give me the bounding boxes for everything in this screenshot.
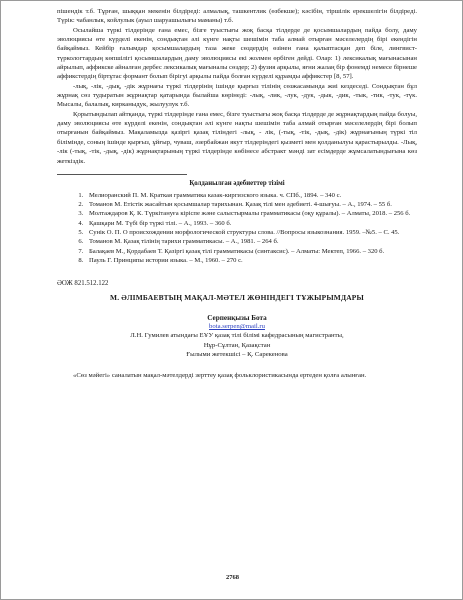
body-paragraph: пішендік т.б. Тұрған, шыққан мекенін білдіреді: алмалық, ташкентлик (өзбекше); кәсібін, тіршілік ерекшелігін білдіреді. Түрік: чабанлык, койлулык (ауыл шаруашылығы маманы) т.б.: [57, 8, 417, 25]
body-paragraph: Осылайша түркі тілдерінде ғана емес, бізге туыстығы жоқ басқа тілдерде де қосымшалардың пайда болу, даму эволюциясы өте күрделі екенін, сондықтан әлі күнге нақты шешімін таба алмай отырған мәселелердің бірі екендігін байқаймыз. Кейбір ғалымдар қосымшалардың таза жеке сөздердің өзінен ғана қалыптасқан деп біле, лингвист-түркологтардың көпшілігі қосымшалардың даму эволюциясы екі жолмен өрбіген дейді. Олар: 1) лексикалық мағынасынан айрылып, аффикске айналған дербес лексикалық мағыналы сөздер; 2) фузия арқылы, яғни жалаң бір фонемді немесе бірнеше аффикстердің біртұтас формант болып бірігуі арқылы пайда болған күрделі құрамды аффикстер [8, 57].: [57, 26, 417, 81]
reference-item: 5. Сунік О. П. О происхождении морфологической структуры слова. //Вопросы языкознания. 1959. –№5. – С. 45.: [85, 228, 417, 237]
author-name: Серпенқызы Бота: [207, 314, 267, 323]
reference-item: 3. Молтаждаров Қ. К. Түркітануға кіріспе және салыстырмалы грамматикасы (оқу құралы). – Алматы, 2018. – 256 б.: [85, 209, 417, 218]
reference-item: 4. Қашқари М. Түбі бір түркі тілі. – А., 1993. – 360 б.: [85, 219, 417, 228]
udc-code: ӘОЖ 821.512.122: [57, 280, 109, 288]
affiliation-line: Л.Н. Гумилев атындағы ЕҰУ қазақ тілі білімі кафедрасының магистранты,: [130, 332, 344, 340]
reference-item: 7. Балақаев М., Қордабаев Т. Қазіргі қазақ тілі грамматикасы (синтаксис). – Алматы: Мектеп, 1966. – 320 б.: [85, 247, 417, 256]
body-paragraph: -лық, -лік, -дық, -дік жұрнағы түркі тілдерінің ішінде қырғыз тілінің сөзжасамында жиі кездеседі. Сондықтан бұл жұрнақ сөз тудыратын жұрнақтар қатарында былайша көрінеді: -лық, -лик, -лук, -дук, -дык, -дик, -тык, -тик, -тук, -түк. Мысалы, балалық, кирканыдук, жылуулук т.б.: [57, 82, 417, 109]
author-email-line: [57, 322, 417, 331]
supervisor-line: Ғылыми жетекшісі – Қ. Сарекенова: [186, 350, 288, 358]
reference-item: 1. Мелиоранский П. М. Краткая грамматика казак-киргизского языка. ч. СПб., 1894. – 340 с.: [85, 191, 417, 200]
article-title: М. ӘЛІМБАЕВТЫҢ МАҚАЛ-МӘТЕЛ ЖӨНІНДЕГІ ТҰЖЫРЫМДАРЫ: [110, 293, 364, 303]
section-divider: [57, 174, 187, 175]
references-list: [57, 191, 417, 265]
abstract-paragraph: «Сөз мәйегі» саналатын мақал-мәтелдерді зерттеу қазақ фольклористикасында ертеден қолға алынған.: [73, 372, 367, 380]
body-paragraph: Қорытындылап айтқанда, түркі тілдерінде ғана емес, бізге туыстығы жоқ басқа тілдерде де жұрнақтардың пайда болуы, даму эволюциясы өте күрделі екенін, сондықтан әлі күнге нақты шешімін таба алмай отырған мәселелердің бірі болып отырғанын байқаймыз. Мақаламызда қазіргі қазақ тіліндегі -лық, - лік, (-тық, -тік, -дық, -дік) жұрнағының түркі тіл білімінде, соның ішінде қырғыз, ұйғыр, чуваш, әзербайжан якут тілдеріндегі қызметі мен қолданылуы қарастырылды. -Лық, -лік (-тық, -тік, -дық, -дік) жұрнақтарының түркі тілдерінде көбінесе абстракт мәнді зат есімдерде жұмсалатындығына көз жеткіздік.: [57, 110, 417, 165]
author-email-link[interactable]: bota.serpen@mail.ru: [209, 323, 265, 331]
references-title: Қолданылған әдебиеттер тізімі: [189, 179, 285, 187]
page-content: [57, 7, 417, 380]
reference-item: 8. Пауль Г. Принципы истории языка. – М., 1960. – 270 с.: [85, 256, 417, 265]
reference-item: 6. Томанов М. Қазақ тілінің тарихи грамматикасы. – А., 1981. – 264 б.: [85, 237, 417, 246]
location-line: Нұр-Сұлтан, Қазақстан: [203, 341, 271, 349]
page-number: 2768: [226, 574, 239, 581]
reference-item: 2. Томанов М. Етістік жасайтын қосымшалар тарихынан. Қазақ тілі мен әдебиеті. 4-шығуы. – А., 1974. – 55 б.: [85, 200, 417, 209]
